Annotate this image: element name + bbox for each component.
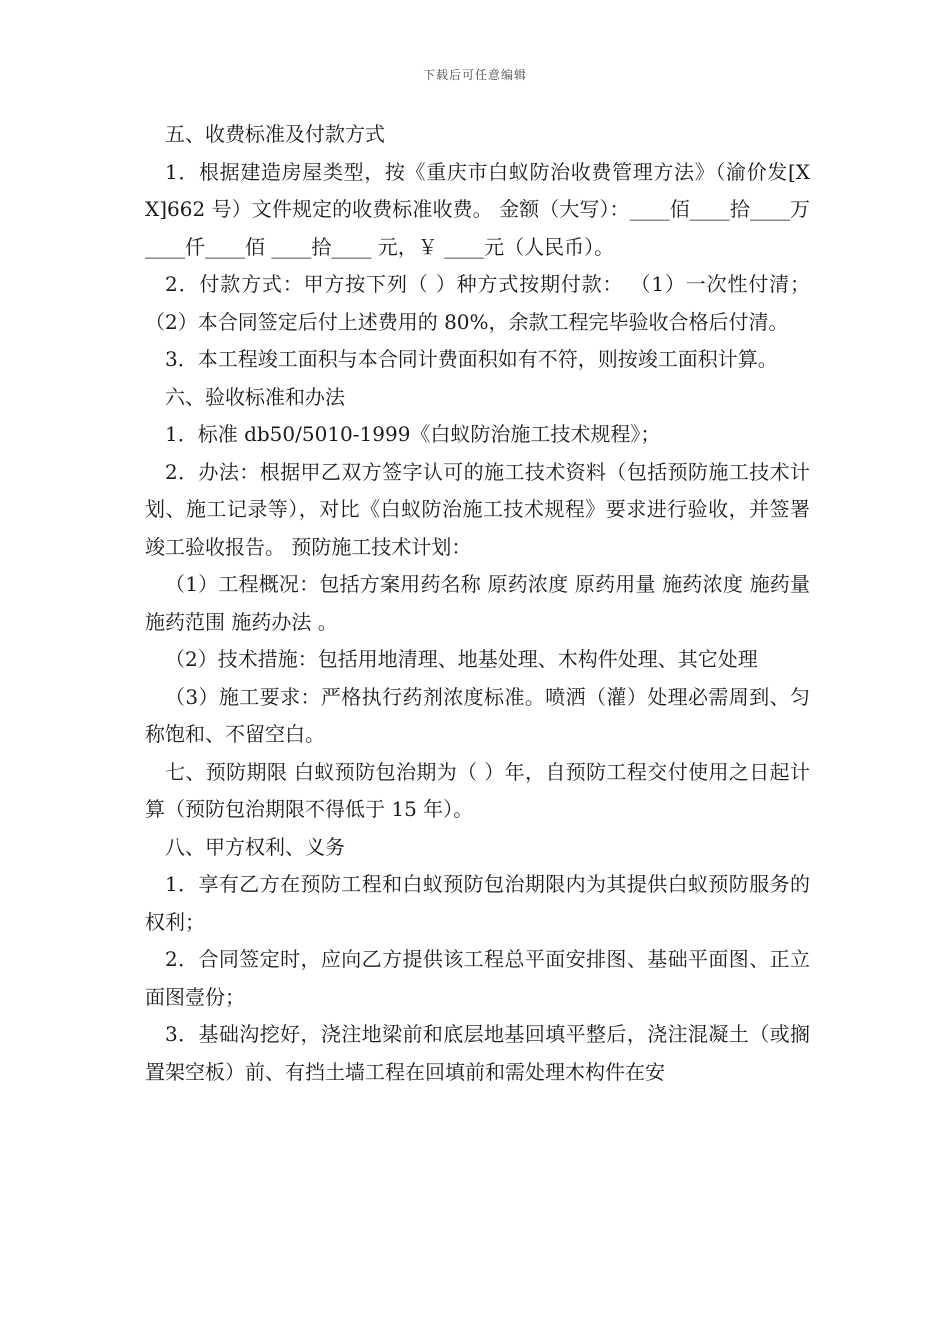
- paragraph-acceptance-standard: 1．标准 db50/5010-1999《白蚁防治施工技术规程》；: [165, 422, 661, 446]
- paragraph-party-a-duty-2: 2．合同签定时，应向乙方提供该工程总平面安排图、基础平面图、正立面图壹份；: [145, 947, 810, 1009]
- section-heading-party-a: 八、甲方权利、义务: [165, 834, 345, 859]
- paragraph-prevention-period: 七、预防期限 白蚁预防包治期为（ ）年，自预防工程交付使用之日起计算（预防包治期限不得低于 15 年）。: [145, 759, 810, 821]
- paragraph-party-a-duty-3: 3．基础沟挖好，浇注地梁前和底层地基回填平整后，浇注混凝土（或搁置架空板）前、有挡土墙工程在回填前和需处理木构件在安: [145, 1022, 810, 1084]
- section-heading-fee: 五、收费标准及付款方式: [165, 122, 385, 146]
- section-heading-acceptance: 六、验收标准和办法: [165, 384, 345, 409]
- paragraph-payment-method: 2．付款方式：甲方按下列（ ）种方式按期付款： （1）一次性付清； （2）本合同签定后付上述费用的 80%，余款工程完毕验收合格后付清。: [145, 272, 817, 334]
- paragraph-construction-requirements: （3）施工要求：严格执行药剂浓度标准。喷洒（灌）处理必需周到、匀称饱和、不留空白。: [145, 684, 810, 746]
- paragraph-fee-standard: 1．根据建造房屋类型，按《重庆市白蚁防治收费管理方法》（渝价发[XX]662 号）文件规定的收费标准收费。 金额（大写）：____佰____拾____万____仟____佰 ____拾____ 元，￥ ____元（人民币）。: [145, 159, 810, 259]
- paragraph-acceptance-method: 2．办法：根据甲乙双方签字认可的施工技术资料（包括预防施工技术计划、施工记录等），对比《白蚁防治施工技术规程》要求进行验收，并签署竣工验收报告。 预防施工技术计划：: [145, 459, 810, 559]
- paragraph-party-a-right-1: 1．享有乙方在预防工程和白蚁预防包治期限内为其提供白蚁预防服务的权利；: [145, 872, 810, 934]
- paragraph-area-calculation: 3．本工程竣工面积与本合同计费面积如有不符，则按竣工面积计算。: [165, 347, 778, 371]
- paragraph-project-overview: （1）工程概况：包括方案用药名称 原药浓度 原药用量 施药浓度 施药量 施药范围 施药办法 。: [145, 572, 817, 634]
- document-body: [145, 116, 817, 1091]
- page-header: 下载后可任意编辑: [422, 68, 527, 82]
- paragraph-technical-measures: （2）技术措施：包括用地清理、地基处理、木构件处理、其它处理: [165, 647, 758, 671]
